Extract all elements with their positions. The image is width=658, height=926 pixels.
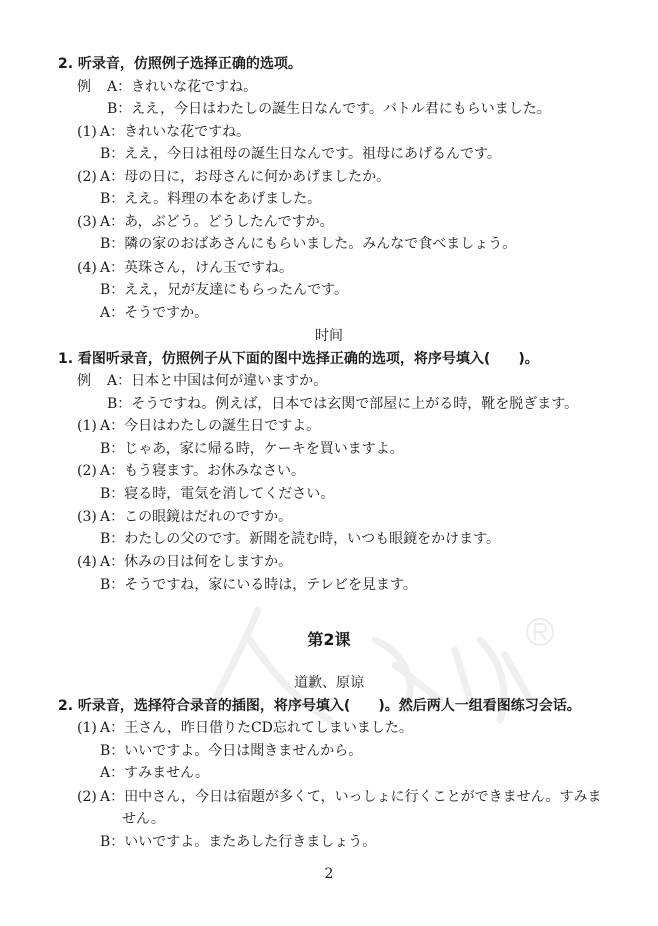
example-line [77, 395, 578, 413]
speaker-label: A： [100, 418, 125, 434]
speaker-label: B： [100, 834, 125, 850]
dialogue-line [77, 304, 208, 322]
dialogue-text: もう寝ます。お休みなさい。 [124, 463, 306, 479]
speaker-label: B： [100, 282, 125, 298]
speaker-label: A： [100, 765, 125, 781]
dialogue-line [77, 742, 362, 760]
dialogue-text: ええ，今日はわたしの誕生日なんです。バトル君にもらいました。 [131, 101, 551, 117]
dialogue-text: 今日はわたしの誕生日ですよ。 [124, 418, 321, 434]
dialogue-text: いいですよ。またあした行きましょう。 [124, 834, 377, 850]
dialogue-line [77, 259, 293, 277]
dialogue-text: きれいな花ですね。 [124, 124, 251, 140]
exercise-heading: 2. 听录音，仿照例子选择正确的选项。 [58, 56, 302, 72]
item-number: (1) [77, 418, 97, 434]
dialogue-text: あ，ぶどう。どうしたんですか。 [124, 214, 334, 230]
speaker-label: B： [100, 577, 125, 593]
exercise-heading: 2. 听录音，选择符合录音的插图，将序号填入( )。然后两人一组看图练习会话。 [58, 698, 581, 714]
speaker-label: B： [107, 101, 132, 117]
dialogue-text: そうですね。例えば，日本では玄関で部屋に上がる時，靴を脱ぎます。 [131, 396, 579, 412]
dialogue-line [77, 719, 413, 737]
speaker-label: B： [100, 191, 125, 207]
lesson-title: 第2课 [307, 630, 351, 649]
speaker-label: A： [100, 789, 125, 805]
dialogue-line [77, 485, 334, 503]
dialogue-line [77, 281, 348, 299]
dialogue-text: わたしの父のです。新聞を読む時，いつも眼鏡をかけます。 [124, 531, 501, 547]
topic-title: 时间 [315, 328, 343, 344]
speaker-label: A： [100, 124, 125, 140]
dialogue-text: 寝る時，電気を消してください。 [124, 486, 335, 502]
dialogue-text: いいですよ。今日は聞きませんから。 [124, 743, 363, 759]
dialogue-text: すみません。 [124, 765, 209, 781]
dialogue-text: この眼鏡はだれのですか。 [124, 509, 293, 525]
dialogue-text: そうですね，家にいる時は，テレビを見ます。 [124, 577, 417, 593]
item-number: (4) [77, 260, 97, 276]
speaker-label: A： [100, 260, 125, 276]
dialogue-text: じゃあ，家に帰る時，ケーキを買いますよ。 [124, 441, 404, 457]
dialogue-text: ええ。料理の本をあげました。 [124, 191, 322, 207]
exercise-heading: 1. 看图听录音，仿照例子从下面的图中选择正确的选项，将序号填入( )。 [58, 351, 539, 367]
speaker-label: B： [100, 236, 125, 252]
speaker-label: B： [107, 396, 132, 412]
dialogue-line [77, 764, 209, 782]
speaker-label: A： [100, 509, 125, 525]
dialogue-line [77, 213, 334, 231]
dialogue-text: 日本と中国は何が違いますか。 [131, 373, 328, 389]
dialogue-text: 田中さん，今日は宿題が多くて，いっしょに行くことができません。すみま [124, 789, 602, 805]
dialogue-line [77, 417, 320, 435]
dialogue-line [77, 530, 500, 548]
example-line [77, 372, 327, 390]
item-number: (2) [77, 463, 97, 479]
speaker-label: A： [107, 79, 132, 95]
dialogue-text: きれいな花ですね。 [131, 79, 258, 95]
dialogue-line [77, 553, 292, 571]
item-number: (1) [77, 124, 97, 140]
item-number: (3) [77, 214, 97, 230]
dialogue-line [77, 440, 404, 458]
speaker-label: B： [100, 441, 125, 457]
example-label: 例 [77, 373, 91, 389]
item-number: (1) [77, 720, 97, 736]
topic-title: 道歉、原谅 [294, 675, 364, 691]
dialogue-line [77, 576, 417, 594]
item-number: (2) [77, 789, 97, 805]
speaker-label: A： [100, 720, 125, 736]
dialogue-text: 王さん，昨日借りたCD忘れてしまいました。 [124, 720, 413, 736]
dialogue-text: ええ，今日は祖母の誕生日なんです。祖母にあげるんです。 [124, 146, 501, 162]
dialogue-line [77, 462, 305, 480]
dialogue-text: 英珠さん，けん玉ですね。 [124, 260, 293, 276]
dialogue-text: 母の日に，お母さんに何かあげましたか。 [124, 169, 391, 185]
dialogue-line [77, 168, 390, 186]
dialogue-line [77, 123, 250, 141]
dialogue-text: 休みの日は何をしますか。 [124, 554, 293, 570]
example-line [77, 78, 257, 96]
dialogue-text: ええ，兄が友達にもらったんです。 [124, 282, 349, 298]
dialogue-line [77, 788, 602, 806]
example-label: 例 [77, 79, 91, 95]
item-number: (3) [77, 509, 97, 525]
speaker-label: A： [100, 463, 125, 479]
speaker-label: B： [100, 743, 125, 759]
example-line [77, 100, 551, 118]
speaker-label: A： [100, 214, 125, 230]
speaker-label: A： [100, 554, 125, 570]
speaker-label: A： [100, 305, 125, 321]
dialogue-line [77, 145, 501, 163]
dialogue-line [77, 235, 516, 253]
dialogue-text: そうですか。 [124, 305, 209, 321]
speaker-label: B： [100, 531, 125, 547]
dialogue-line [77, 190, 321, 208]
page-number: 2 [324, 866, 334, 882]
dialogue-line [77, 508, 292, 526]
item-number: (4) [77, 554, 97, 570]
dialogue-continuation: せん。 [122, 811, 165, 827]
item-number: (2) [77, 169, 97, 185]
dialogue-text: 隣の家のおばあさんにもらいました。みんなで食べましょう。 [124, 236, 517, 252]
speaker-label: B： [100, 486, 125, 502]
speaker-label: A： [107, 373, 132, 389]
speaker-label: A： [100, 169, 125, 185]
dialogue-line [77, 833, 376, 851]
speaker-label: B： [100, 146, 125, 162]
